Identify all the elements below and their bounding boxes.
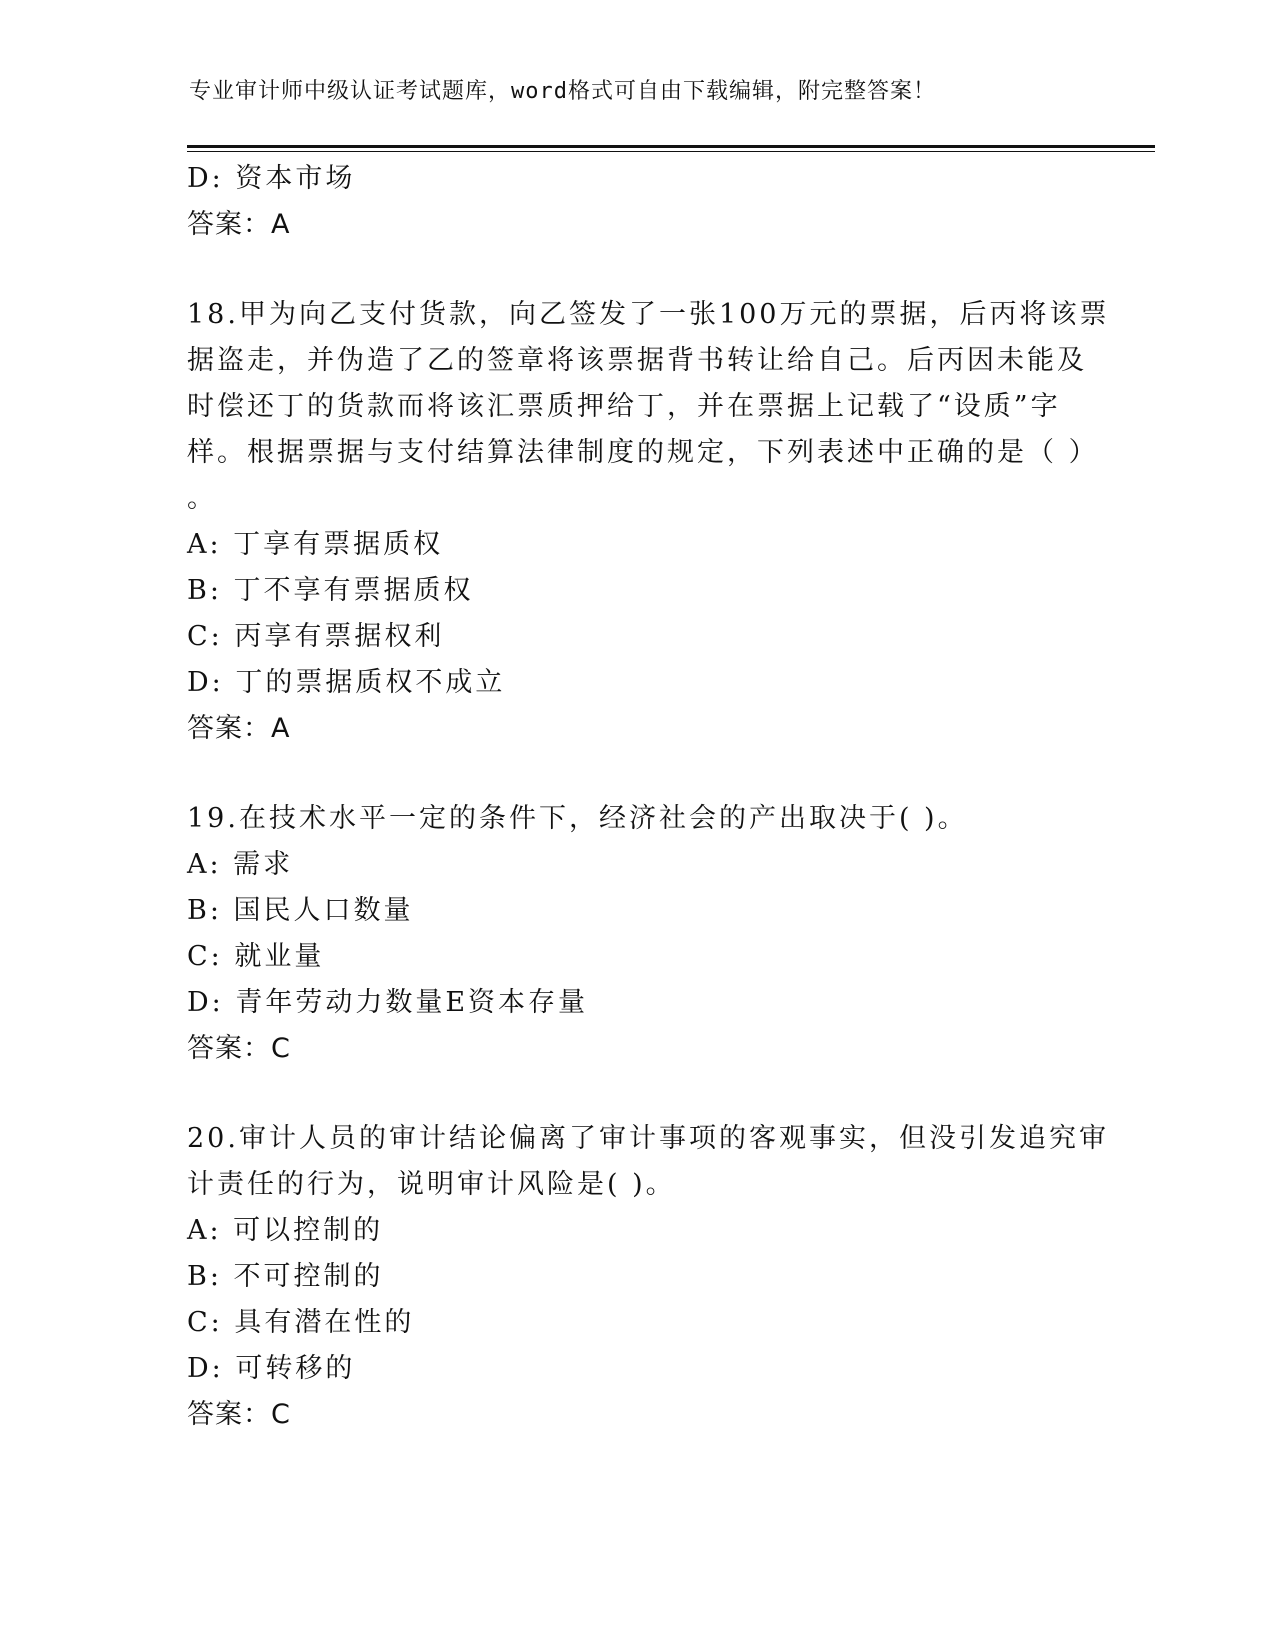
option-c: C: 就业量 [187,941,325,972]
page-header: 专业审计师中级认证考试题库，word格式可自由下载编辑，附完整答案！ [189,79,936,104]
question-stem-line: 。 [187,483,217,514]
option-d: D: 青年劳动力数量E资本存量 [187,987,589,1018]
document-body [187,156,1110,1438]
spacer [187,248,1087,292]
option-c: C: 具有潜在性的 [187,1307,415,1338]
option-d: D: 可转移的 [187,1353,356,1384]
option-b: B: 丁不享有票据质权 [187,575,474,606]
prev-option-d: D: 资本市场 [187,163,356,194]
question-stem-line: 19.在技术水平一定的条件下，经济社会的产出取决于( )。 [187,803,968,834]
answer-line: 答案：C [187,1399,291,1430]
header-rule-thick [187,145,1155,148]
spacer [187,752,1087,796]
option-d: D: 丁的票据质权不成立 [187,667,506,698]
question-stem-line: 18.甲为向乙支付货款，向乙签发了一张100万元的票据，后丙将该票 [187,299,1110,330]
answer-line: 答案：A [187,713,291,744]
option-a: A: 需求 [187,849,294,880]
header-rule-thin [187,151,1155,152]
question-stem-line: 20.审计人员的审计结论偏离了审计事项的客观事实，但没引发追究审 [187,1123,1109,1154]
question-19 [187,796,1087,1072]
prev-answer: 答案：A [187,209,291,240]
option-a: A: 可以控制的 [187,1215,384,1246]
answer-line: 答案：C [187,1033,291,1064]
question-18 [187,292,1110,752]
option-c: C: 丙享有票据权利 [187,621,445,652]
spacer [187,1072,1087,1116]
question-20 [187,1116,1109,1438]
option-b: B: 国民人口数量 [187,895,414,926]
question-stem-line: 计责任的行为，说明审计风险是( )。 [187,1169,676,1200]
option-a: A: 丁享有票据质权 [187,529,444,560]
question-stem-line: 样。根据票据与支付结算法律制度的规定，下列表述中正确的是（ ） [187,437,1099,468]
question-stem-line: 据盗走，并伪造了乙的签章将该票据背书转让给自己。后丙因未能及 [187,345,1087,376]
question-stem-line: 时偿还丁的货款而将该汇票质押给丁，并在票据上记载了“设质”字 [187,391,1061,422]
option-b: B: 不可控制的 [187,1261,384,1292]
